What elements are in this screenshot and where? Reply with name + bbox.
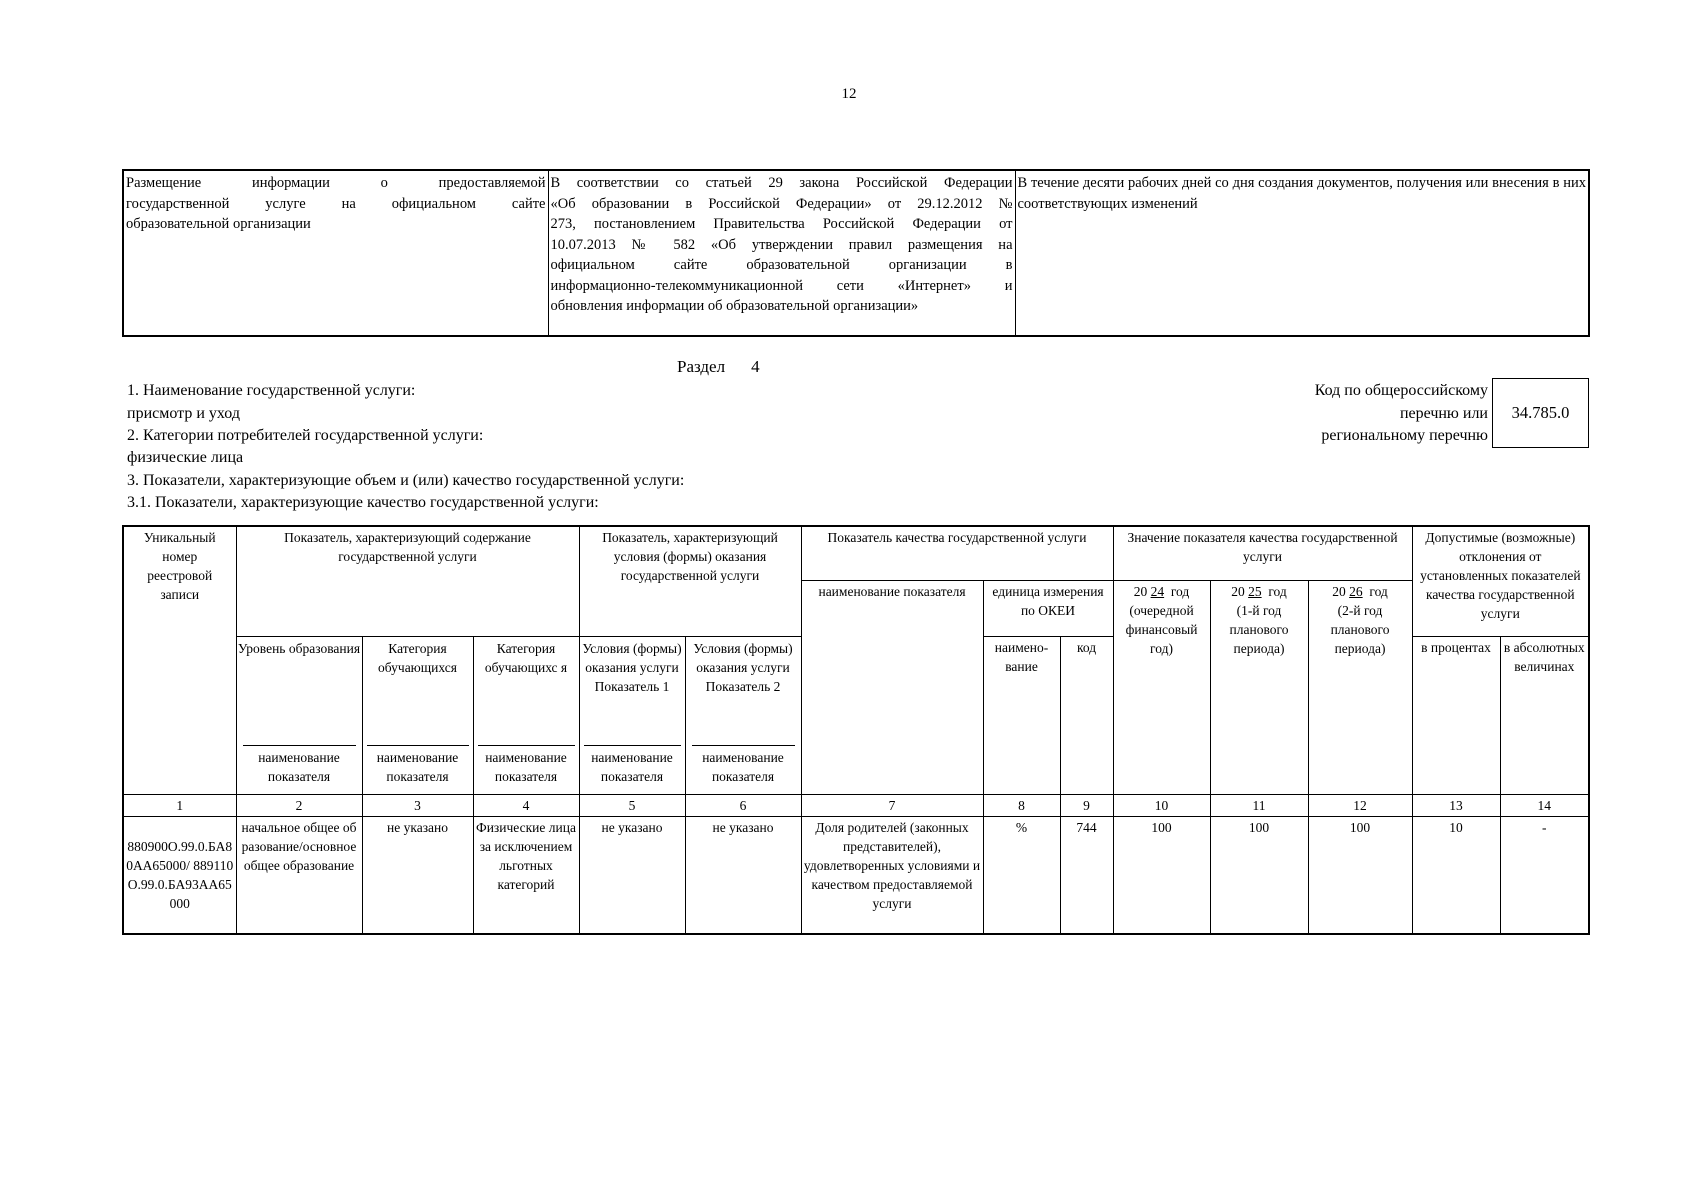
row-value-year-3: 100 — [1308, 816, 1412, 934]
row-unique-number: 880900О.99.0.БА80АА65000/ 889110О.99.0.БА93АА65000 — [123, 816, 236, 934]
column-number: 13 — [1412, 794, 1500, 816]
column-number: 9 — [1060, 794, 1113, 816]
code-label-line: Код по общероссийскому — [1314, 382, 1488, 399]
consumer-category-label: 2. Категории потребителей государственной услуги: — [127, 427, 484, 444]
header-text: Условия (формы) оказания услуги Показатель 1 — [582, 640, 682, 694]
quality-indicators-heading: 3.1. Показатели, характеризующие качество государственной услуги: — [127, 494, 599, 511]
header-category-2 — [473, 636, 579, 794]
info-cell-item — [123, 170, 548, 336]
indicators-heading: 3. Показатели, характеризующие объем и (или) качество государственной услуги: — [127, 472, 685, 489]
column-number: 12 — [1308, 794, 1412, 816]
header-naim: наименование показателя — [243, 745, 356, 786]
year-value: 25 — [1248, 583, 1262, 599]
row-deviation-absolute: - — [1500, 816, 1589, 934]
row-condition-2: не указано — [685, 816, 801, 934]
info-row — [123, 170, 1589, 336]
header-quality: Показатель качества государственной услуги — [801, 526, 1113, 580]
header-unique-number — [123, 526, 236, 794]
row-unit: % — [983, 816, 1060, 934]
year-description: (очередной финансовый год) — [1125, 602, 1198, 656]
header-content: Показатель, характеризующий содержание государственной услуги — [236, 526, 579, 636]
code-label-line: перечню или — [1399, 404, 1488, 422]
header-row-1 — [123, 526, 1589, 580]
header-percent: в процентах — [1412, 636, 1500, 794]
column-number: 11 — [1210, 794, 1308, 816]
row-value-year-2: 100 — [1210, 816, 1308, 934]
info-cell-basis — [548, 170, 1015, 336]
column-number: 5 — [579, 794, 685, 816]
year-description: (1-й год планового периода) — [1229, 602, 1289, 656]
code-value: 34.785.0 — [1511, 403, 1570, 422]
header-unit: единица измерения по ОКЕИ — [983, 580, 1113, 636]
row-condition-1: не указано — [579, 816, 685, 934]
header-level — [236, 636, 362, 794]
column-number: 8 — [983, 794, 1060, 816]
table-row — [123, 816, 1589, 934]
info-basis-line: «Об образовании в Российской Федерации» от 29.12.2012 № — [550, 195, 1013, 212]
header-category-1 — [362, 636, 473, 794]
column-number: 10 — [1113, 794, 1210, 816]
info-table — [122, 169, 1590, 337]
header-unit-name: наимено- вание — [983, 636, 1060, 794]
header-absolute: в абсолютных величинах — [1500, 636, 1589, 794]
header-conditions: Показатель, характеризующий условия (формы) оказания государственной услуги — [579, 526, 801, 636]
header-text: номер — [162, 549, 198, 564]
page-number: 12 — [841, 86, 857, 102]
quality-indicators-table — [122, 525, 1590, 935]
row-deviation-percent: 10 — [1412, 816, 1500, 934]
row-education-level: начальное общее образование/основное общее образование — [236, 816, 362, 934]
header-naim: наименование показателя — [367, 745, 469, 786]
column-number: 2 — [236, 794, 362, 816]
info-item-line: образовательной организации — [126, 216, 311, 232]
row-unit-code: 744 — [1060, 816, 1113, 934]
code-value-box — [1492, 378, 1589, 448]
info-basis-line: В соответствии со статьей 29 закона Российской Федерации — [550, 175, 1013, 191]
service-name-label: 1. Наименование государственной услуги: — [127, 382, 416, 399]
header-text: Категория обучающихся — [378, 640, 457, 675]
year-value: 24 — [1150, 583, 1165, 599]
header-year-2 — [1210, 580, 1308, 794]
header-naim: наименование показателя — [584, 745, 681, 786]
header-values: Значение показателя качества государственной услуги — [1113, 526, 1412, 580]
header-text: Категория обучающихс я — [484, 640, 568, 675]
column-number-row — [123, 794, 1589, 816]
code-label — [1236, 380, 1488, 448]
info-item-line: государственной услуге на официальном сайте — [126, 195, 546, 212]
column-number: 1 — [123, 794, 236, 816]
section-heading — [677, 357, 760, 377]
consumer-category-value: физические лица — [127, 449, 244, 466]
header-naim: наименование показателя — [692, 745, 795, 786]
row-indicator: Доля родителей (законных представителей), удовлетворенных условиями и качеством предоставляемой услуги — [801, 816, 983, 934]
header-deviation: Допустимые (возможные) отклонения от установленных показателей качества государственной услуги — [1412, 526, 1589, 636]
header-text: Условия (формы) оказания услуги Показатель 2 — [693, 640, 793, 694]
header-text: Уровень образования — [237, 640, 361, 656]
header-unit-code: код — [1060, 636, 1113, 794]
year-value: 26 — [1349, 583, 1363, 599]
year-prefix: 20 — [1332, 583, 1346, 599]
year-suffix: год — [1369, 583, 1388, 599]
header-naim: наименование показателя — [478, 745, 575, 786]
section-label: Раздел — [677, 357, 726, 376]
header-year-3 — [1308, 580, 1412, 794]
year-suffix: год — [1268, 583, 1287, 599]
row-category-1: не указано — [362, 816, 473, 934]
column-number: 7 — [801, 794, 983, 816]
info-item-line: Размещение информации о предоставляемой — [126, 175, 546, 191]
header-text: Уникальный — [143, 530, 216, 545]
info-basis-line: 10.07.2013 № 582 «Об утверждении правил размещения на — [550, 236, 1013, 253]
info-basis-line: 273, постановлением Правительства Российской Федерации от — [550, 216, 1013, 232]
column-number: 3 — [362, 794, 473, 816]
info-basis-line: информационно-телекоммуникационной сети «Интернет» и — [550, 277, 1013, 294]
info-frequency-text: В течение десяти рабочих дней со дня создания документов, получения или внесения в них соответствующих изменений — [1017, 175, 1586, 212]
service-name-value: присмотр и уход — [127, 405, 240, 422]
year-suffix: год — [1170, 583, 1190, 599]
column-number: 14 — [1500, 794, 1589, 816]
header-condition-2 — [685, 636, 801, 794]
column-number: 4 — [473, 794, 579, 816]
year-prefix: 20 — [1133, 583, 1148, 599]
year-prefix: 20 — [1231, 583, 1245, 599]
header-text: записи — [160, 587, 200, 602]
info-basis-line: официальном сайте образовательной организации в — [550, 257, 1013, 273]
info-cell-frequency — [1015, 170, 1589, 336]
row-value-year-1: 100 — [1113, 816, 1210, 934]
header-condition-1 — [579, 636, 685, 794]
info-basis-line: обновления информации об образовательной организации» — [550, 298, 919, 314]
year-description: (2-й год планового периода) — [1330, 602, 1390, 656]
header-text: реестровой — [147, 568, 213, 583]
header-year-1 — [1113, 580, 1210, 794]
section-number: 4 — [751, 357, 760, 376]
row-category-2: Физические лица за исключением льготных категорий — [473, 816, 579, 934]
column-number: 6 — [685, 794, 801, 816]
code-label-line: региональному перечню — [1321, 427, 1488, 444]
header-indicator-name: наименование показателя — [801, 580, 983, 794]
